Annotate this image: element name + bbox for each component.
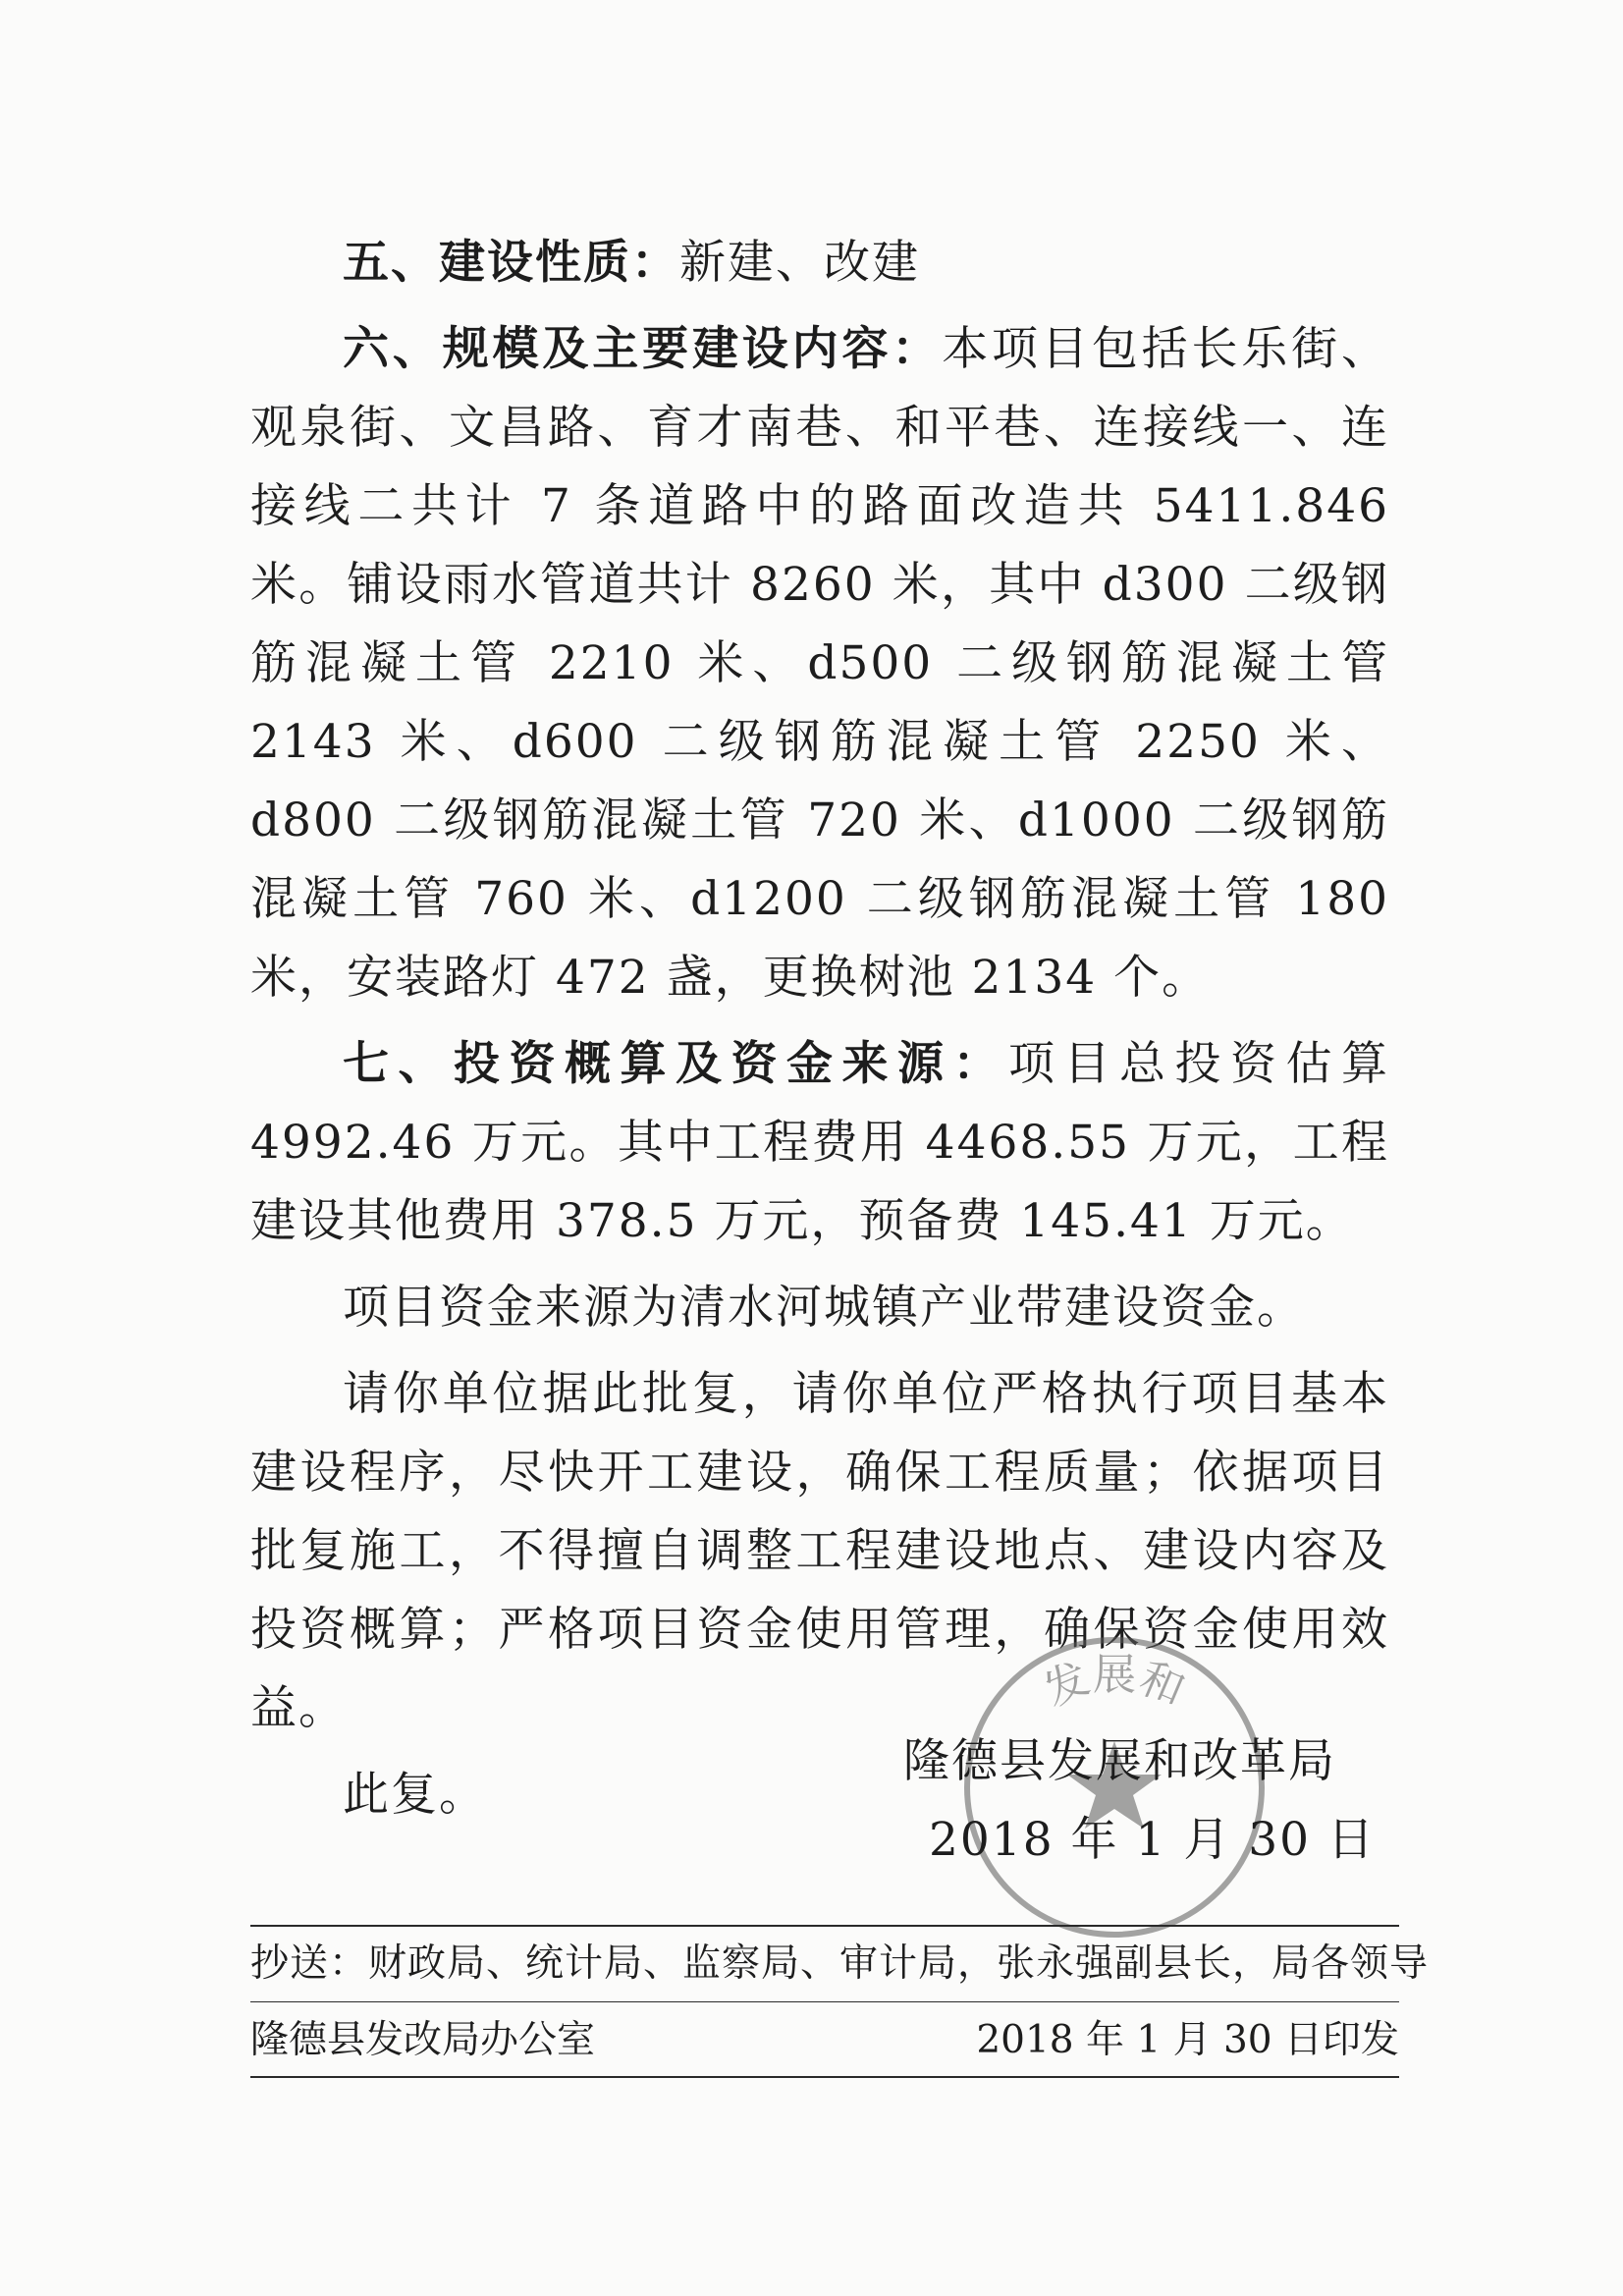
seal-arc-text: 发展和: [1037, 1650, 1192, 1717]
section-5-text: 新建、改建: [679, 236, 920, 290]
funding-source-paragraph: 项目资金来源为清水河城镇产业带建设资金。: [343, 1281, 1305, 1335]
section-7-heading: 七、投资概算及资金来源：: [343, 1037, 1008, 1091]
signature-date: 2018 年 1 月 30 日: [929, 1813, 1377, 1867]
footer-print-date: 2018 年 1 月 30 日印发: [976, 2018, 1399, 2062]
signature-block: [903, 1722, 1375, 1880]
section-6: [250, 310, 1389, 1017]
divider-top: [250, 1925, 1399, 1927]
section-6-text: 本项目包括长乐街、观泉街、文昌路、育才南巷、和平巷、连接线一、连接线二共计 7 条道路中的路面改造共 5411.846 米。铺设雨水管道共计 8260 米，其中 d300 二级钢筋混凝土管 2210 米、d500 二级钢筋混凝土管 2143 米、d600 二级钢筋混凝土管 2250 米、d800 二级钢筋混凝土管 720 米、d1000 二级钢筋混凝土管 760 米、d1200 二级钢筋混凝土管 180 米，安装路灯 472 盏，更换树池 2134 个。: [250, 322, 1390, 1005]
instructions-paragraph: 请你单位据此批复，请你单位严格执行项目基本建设程序，尽快开工建设，确保工程质量；依据项目批复施工，不得擅自调整工程建设地点、建设内容及投资概算；严格项目资金使用管理，确保资金使用效益。: [250, 1367, 1389, 1735]
section-5: [250, 224, 1389, 302]
section-7: [250, 1025, 1389, 1261]
section-6-heading: 六、规模及主要建设内容：: [343, 322, 943, 376]
footer: [250, 2009, 1399, 2072]
closing-paragraph: 此复。: [343, 1768, 487, 1822]
document-body: [250, 224, 1389, 1834]
section-7-text: 项目总投资估算 4992.46 万元。其中工程费用 4468.55 万元，工程建设其他费用 378.5 万元，预备费 145.41 万元。: [250, 1037, 1389, 1248]
cc-line: 抄送：财政局、统计局、监察局、审计局，张永强副县长，局各领导: [250, 1941, 1430, 1986]
footer-office: 隆德县发改局办公室: [250, 2018, 596, 2062]
section-5-heading: 五、建设性质：: [343, 236, 679, 290]
signature-org: 隆德县发展和改革局: [903, 1734, 1336, 1788]
divider-middle: [250, 2001, 1399, 2002]
divider-bottom: [250, 2076, 1399, 2078]
